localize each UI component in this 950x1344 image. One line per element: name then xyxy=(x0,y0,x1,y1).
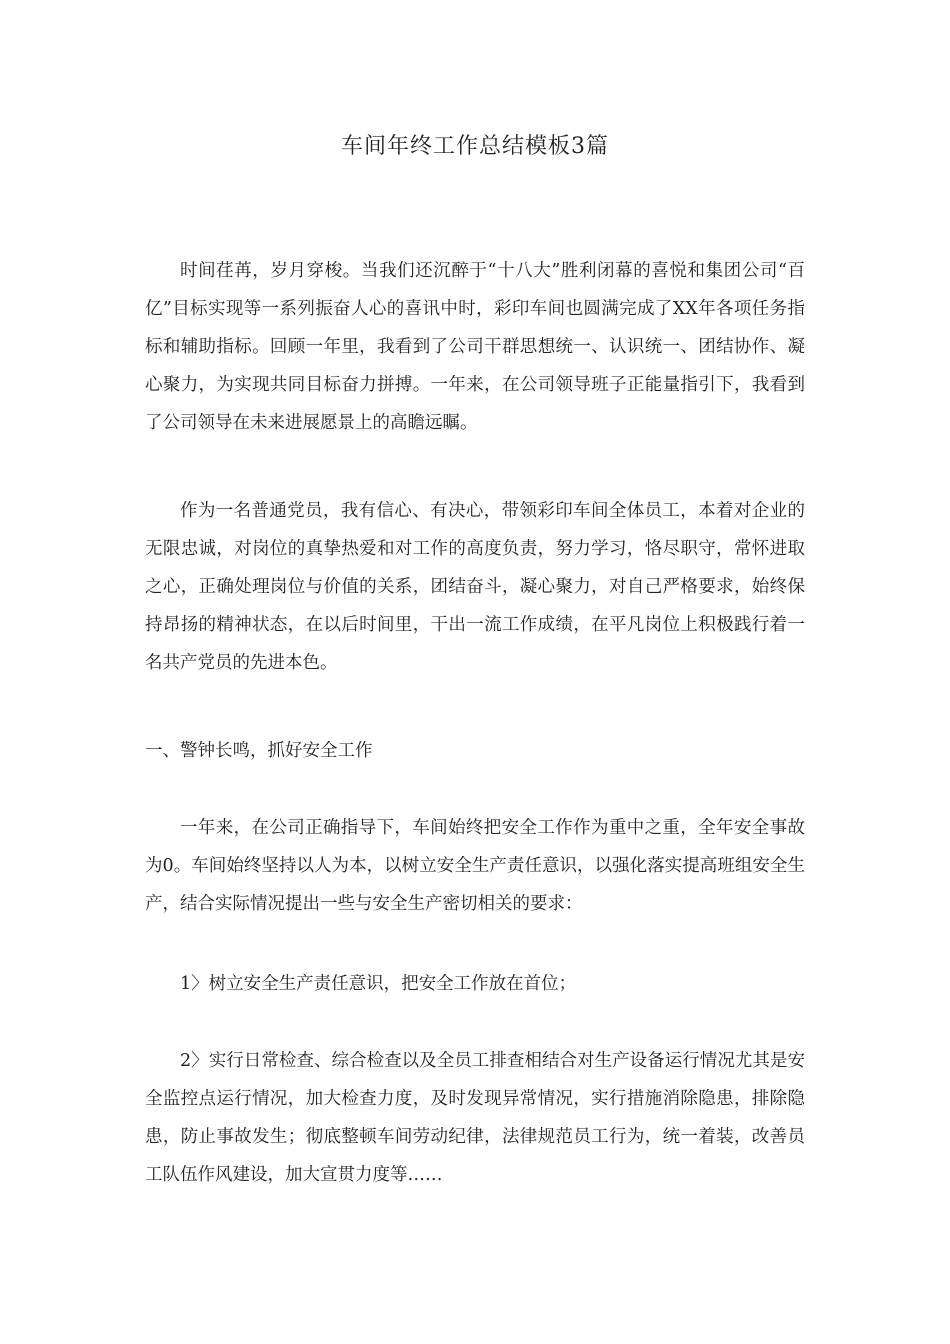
list-item-1: 1〉树立安全生产责任意识，把安全工作放在首位； xyxy=(180,974,577,994)
commitment-paragraph: 作为一名普通党员，我有信心、有决心，带领彩印车间全体员工，本着对企业的无限忠诚，对岗位的真挚热爱和对工作的高度负责，努力学习，恪尽职守，常怀进取之心，正确处理岗位与价值的关系，团结奋斗，凝心聚力，对自己严格要求，始终保持昂扬的精神状态，在以后时间里，干出一流工作成绩，在平凡岗位上积极践行着一名共产党员的先进本色。 xyxy=(145,501,805,673)
document-title: 车间年终工作总结模板3篇 xyxy=(341,134,609,159)
safety-paragraph: 一年来，在公司正确指导下，车间始终把安全工作作为重中之重，全年安全事故为0。车间始终坚持以人为本，以树立安全生产责任意识，以强化落实提高班组安全生产，结合实际情况提出一些与安全生产密切相关的要求： xyxy=(145,818,805,914)
intro-paragraph: 时间荏苒，岁月穿梭。当我们还沉醉于“十八大”胜利闭幕的喜悦和集团公司“百亿”目标实现等一系列振奋人心的喜讯中时，彩印车间也圆满完成了XX年各项任务指标和辅助指标。回顾一年里，我看到了公司干群思想统一、认识统一、团结协作、凝心聚力，为实现共同目标奋力拼搏。一年来，在公司领导班子正能量指引下，我看到了公司领导在未来进展愿景上的高瞻远瞩。 xyxy=(145,261,805,433)
list-item-2: 2〉实行日常检查、综合检查以及全员工排查相结合对生产设备运行情况尤其是安全监控点运行情况，加大检查力度，及时发现异常情况，实行措施消除隐患，排除隐患，防止事故发生；彻底整顿车间劳动纪律，法律规范员工行为，统一着装，改善员工队伍作风建设，加大宣贯力度等…… xyxy=(145,1051,805,1185)
section-heading: 一、警钟长鸣，抓好安全工作 xyxy=(145,741,373,761)
